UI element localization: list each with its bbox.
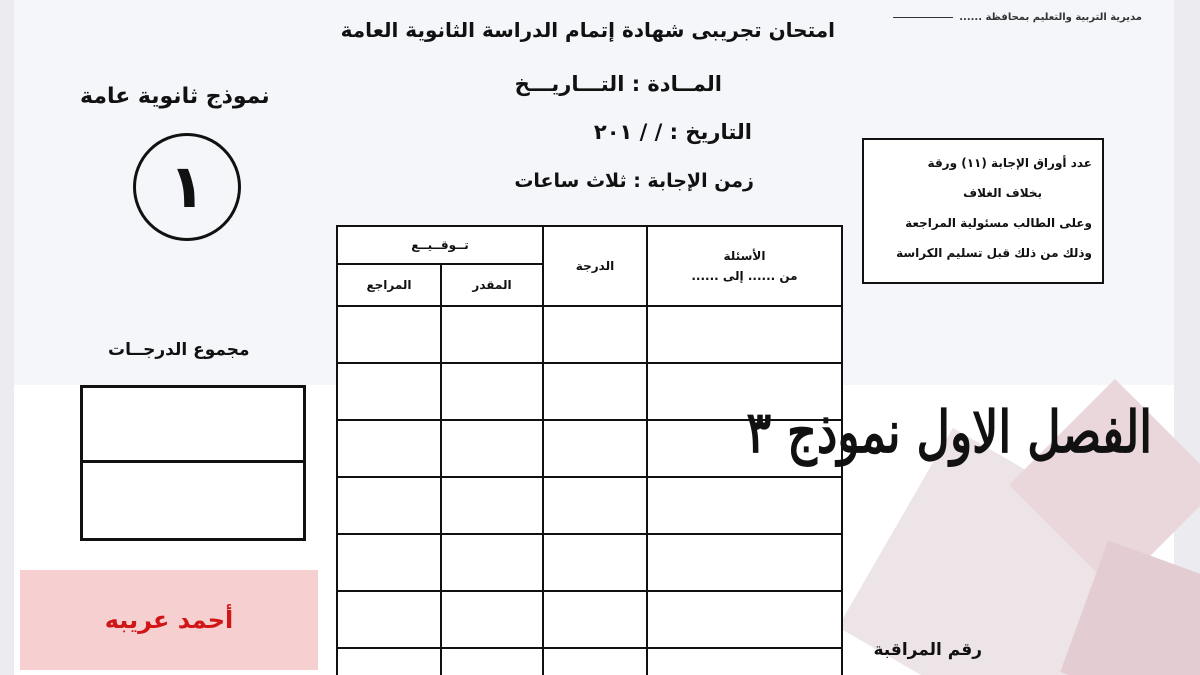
total-grades-box [80, 385, 306, 541]
directorate-label: مديرية التربية والتعليم بمحافظة ...... [893, 12, 1142, 23]
question-cell[interactable] [647, 306, 842, 363]
reviewer-cell[interactable] [337, 477, 441, 534]
table-row [337, 477, 842, 534]
subject-line: المــادة : التـــاريـــخ [514, 72, 722, 96]
table-row [337, 534, 842, 591]
corrector-cell[interactable] [441, 648, 543, 675]
questions-range: من ...... إلى ...... [691, 269, 798, 283]
corrector-cell[interactable] [441, 477, 543, 534]
reviewer-cell[interactable] [337, 534, 441, 591]
total-grade-cell[interactable] [83, 463, 303, 538]
reviewer-cell[interactable] [337, 648, 441, 675]
banner-title: الفصل الاول نموذج ٣ [746, 398, 1152, 466]
notice-line: عدد أوراق الإجابة (١١) ورقة [927, 156, 1092, 170]
table-row [337, 591, 842, 648]
corrector-cell[interactable] [441, 363, 543, 420]
duration-line: زمن الإجابة : ثلاث ساعات [514, 170, 754, 192]
model-number-circle [133, 133, 241, 241]
questions-header: الأسئلة [723, 249, 766, 263]
table-row [337, 648, 842, 675]
corrector-cell[interactable] [441, 534, 543, 591]
notice-line: وعلى الطالب مسئولية المراجعة [905, 216, 1092, 230]
signature-header: تــوقــيــع [337, 226, 543, 264]
question-cell[interactable] [647, 477, 842, 534]
questions-header-cell [647, 226, 842, 306]
exam-title: امتحان تجريبى شهادة إتمام الدراسة الثانوية العامة [340, 18, 835, 42]
grade-cell[interactable] [543, 420, 647, 477]
question-cell[interactable] [647, 648, 842, 675]
answer-sheets-notice [862, 138, 1104, 284]
notice-line: بخلاف الغلاف [963, 186, 1042, 200]
table-row [337, 306, 842, 363]
question-cell[interactable] [647, 591, 842, 648]
reviewer-header: المراجع [337, 264, 441, 306]
question-cell[interactable] [647, 534, 842, 591]
grade-cell[interactable] [543, 363, 647, 420]
model-label: نموذج ثانوية عامة [80, 84, 270, 109]
grade-cell[interactable] [543, 477, 647, 534]
corrector-cell[interactable] [441, 420, 543, 477]
grade-cell[interactable] [543, 648, 647, 675]
corrector-cell[interactable] [441, 591, 543, 648]
grade-header: الدرجة [543, 226, 647, 306]
total-grades-label: مجموع الدرجــات [108, 340, 250, 360]
grade-cell[interactable] [543, 306, 647, 363]
grade-cell[interactable] [543, 591, 647, 648]
proctor-number-label: رقم المراقبة [873, 640, 982, 660]
reviewer-cell[interactable] [337, 363, 441, 420]
notice-line: وذلك من ذلك قبل تسليم الكراسة [896, 246, 1092, 260]
model-number: ١ [168, 152, 206, 222]
total-grade-cell[interactable] [83, 388, 303, 463]
grade-cell[interactable] [543, 534, 647, 591]
author-box [20, 570, 318, 670]
reviewer-cell[interactable] [337, 591, 441, 648]
author-name: أحمد عريبه [104, 606, 234, 634]
reviewer-cell[interactable] [337, 420, 441, 477]
corrector-header: المقدر [441, 264, 543, 306]
date-line: التاريخ : / / ٢٠١ [593, 120, 752, 144]
reviewer-cell[interactable] [337, 306, 441, 363]
left-edge [0, 0, 14, 675]
corrector-cell[interactable] [441, 306, 543, 363]
